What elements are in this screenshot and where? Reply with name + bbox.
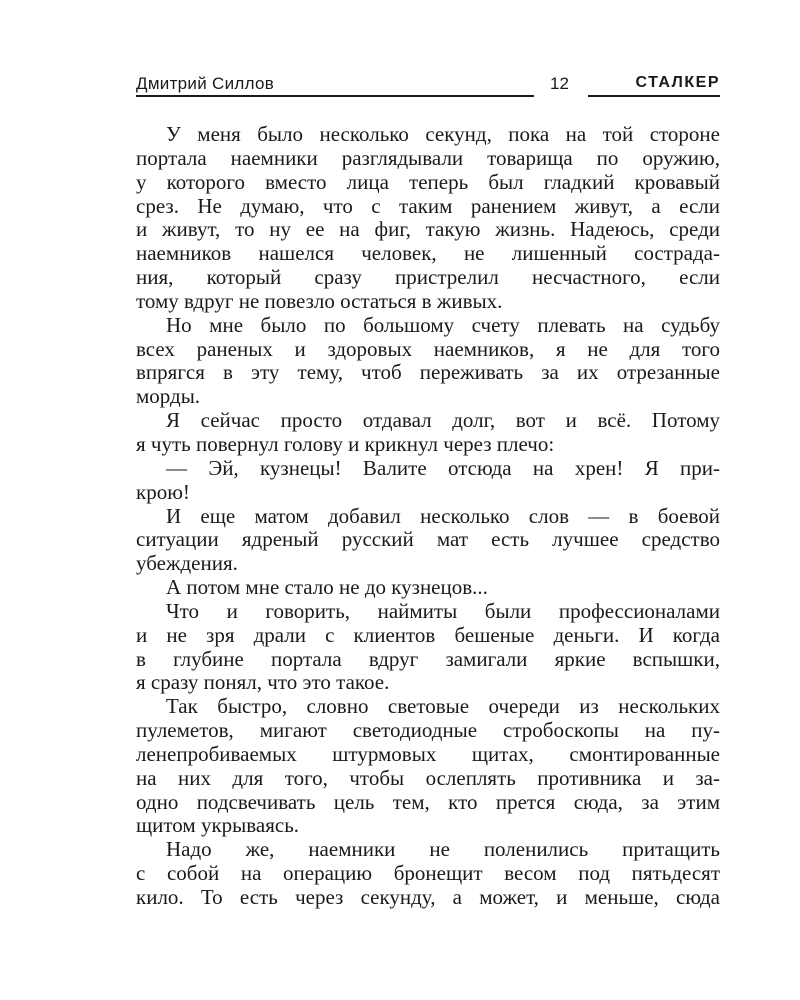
- text-line: и живут, то ну ее на фиг, такую жизнь. Надеюсь, среди: [136, 217, 720, 242]
- text-line: пулеметов, мигают светодиодные стробоскопы на пу-: [136, 718, 720, 743]
- text-line: и не зря драли с клиентов бешеные деньги. И когда: [136, 622, 720, 647]
- header-series-title: СТАЛКЕР: [635, 74, 720, 91]
- text-line: Что и говорить, наймиты были профессионалами: [166, 598, 720, 623]
- text-line: в глубине портала вдруг замигали яркие вспышки,: [136, 646, 720, 671]
- text-line: Надо же, наемники не поленились притащить: [166, 837, 720, 862]
- text-line: на них для того, чтобы ослеплять противника и за-: [136, 765, 720, 790]
- text-line: наемников нашелся человек, не лишенный сострада-: [136, 241, 720, 266]
- text-line: убеждения.: [136, 551, 238, 576]
- paragraph: [136, 695, 720, 838]
- page-number: 12: [550, 74, 569, 93]
- text-line: с собой на операцию бронещит весом под пятьдесят: [136, 861, 720, 886]
- text-line: тому вдруг не повезло остаться в живых.: [136, 288, 503, 313]
- text-line: Я сейчас просто отдавал долг, вот и всё. Потому: [166, 408, 720, 433]
- text-line: одно подсвечивать цель тем, кто прется сюда, за этим: [136, 789, 720, 814]
- text-line: я сразу понял, что это такое.: [136, 670, 390, 695]
- paragraph: [136, 576, 720, 600]
- text-line: — Эй, кузнецы! Валите отсюда на хрен! Я при-: [166, 455, 720, 480]
- text-line: щитом укрываясь.: [136, 813, 300, 838]
- text-line: портала наемники разглядывали товарища по оружию,: [136, 145, 720, 170]
- header-rule-right: [588, 95, 720, 97]
- text-line: у которого вместо лица теперь был гладкий кровавый: [136, 169, 720, 194]
- text-line: всех раненых и здоровых наемников, я не для того: [136, 336, 720, 361]
- text-line: кило. То есть через секунду, а может, и меньше, сюда: [136, 885, 720, 909]
- paragraph: [136, 600, 720, 695]
- text-line: А потом мне стало не до кузнецов...: [166, 575, 488, 600]
- text-line: ленепробиваемых штурмовых щитах, смонтированные: [136, 741, 720, 766]
- paragraph: [136, 838, 720, 910]
- body-text: [136, 123, 720, 910]
- text-line: Так быстро, словно световые очереди из нескольких: [166, 694, 720, 719]
- paragraph: [136, 314, 720, 409]
- paragraph: [136, 123, 720, 314]
- text-line: И еще матом добавил несколько слов — в боевой: [166, 503, 720, 528]
- text-line: я чуть повернул голову и крикнул через плечо:: [136, 431, 555, 456]
- paragraph-dialogue: [136, 457, 720, 505]
- text-line: крою!: [136, 479, 190, 504]
- book-page: [136, 72, 720, 952]
- paragraph: [136, 409, 720, 457]
- text-line: впрягся в эту тему, чтоб переживать за их отрезанные: [136, 360, 720, 385]
- header-author: Дмитрий Силлов: [136, 74, 275, 93]
- running-header: [136, 72, 720, 98]
- text-line: морды.: [136, 384, 201, 409]
- text-line: ситуации ядреный русский мат есть лучшее средство: [136, 527, 720, 552]
- text-line: ния, который сразу пристрелил несчастного, если: [136, 265, 720, 290]
- paragraph: [136, 505, 720, 577]
- text-line: срез. Не думаю, что с таким ранением живут, а если: [136, 193, 720, 218]
- header-rule-left: [136, 95, 534, 97]
- text-line: Но мне было по большому счету плевать на судьбу: [166, 312, 720, 337]
- text-line: У меня было несколько секунд, пока на той стороне: [166, 122, 720, 146]
